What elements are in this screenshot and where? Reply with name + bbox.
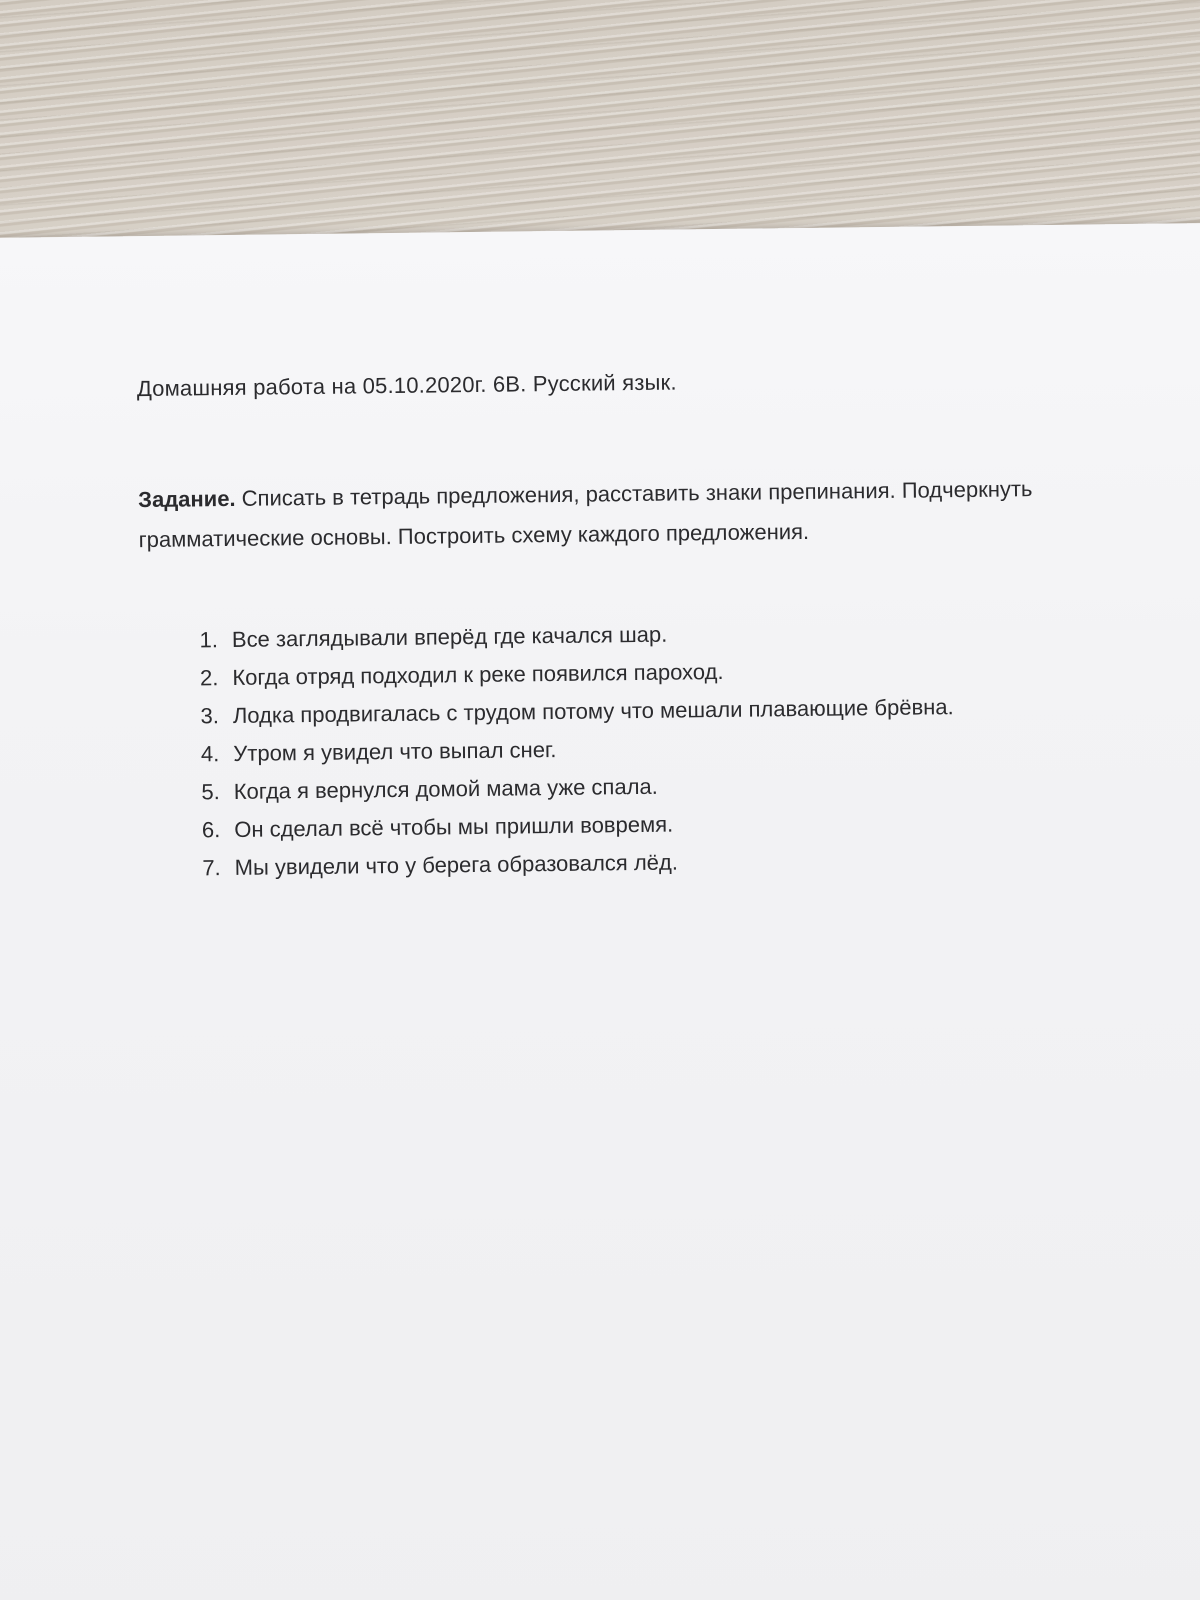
item-text: Все заглядывали вперёд где качался шар. <box>231 621 668 652</box>
item-text: Лодка продвигалась с трудом потому что мешали плавающие брёвна. <box>232 694 954 728</box>
task-text: Списать в тетрадь предложения, расставить знаки препинания. Подчеркнуть грамматические основы. Построить схему каждого предложения. <box>138 476 1033 553</box>
item-number: 3. <box>200 703 220 729</box>
task-label: Задание. <box>138 485 236 513</box>
item-number: 5. <box>201 779 220 805</box>
item-text: Когда я вернулся домой мама уже спала. <box>233 773 658 804</box>
task-paragraph <box>138 469 1059 560</box>
item-number: 6. <box>201 817 221 843</box>
item-text: Когда отряд подходил к реке появился пароход. <box>232 658 724 690</box>
item-text: Утром я увидел что выпал снег. <box>233 736 557 766</box>
item-number: 1. <box>199 627 219 653</box>
homework-document <box>137 364 1143 888</box>
paper-sheet <box>0 223 1200 1600</box>
item-number: 2. <box>199 665 219 691</box>
sentence-list <box>140 610 1143 888</box>
item-number: 4. <box>200 741 220 767</box>
item-number: 7. <box>202 855 221 881</box>
item-text: Мы увидели что у берега образовался лёд. <box>234 849 679 880</box>
item-text: Он сделал всё чтобы мы пришли вовремя. <box>234 811 674 842</box>
document-heading: Домашняя работа на 05.10.2020г. 6В. Русский язык. <box>136 369 677 402</box>
